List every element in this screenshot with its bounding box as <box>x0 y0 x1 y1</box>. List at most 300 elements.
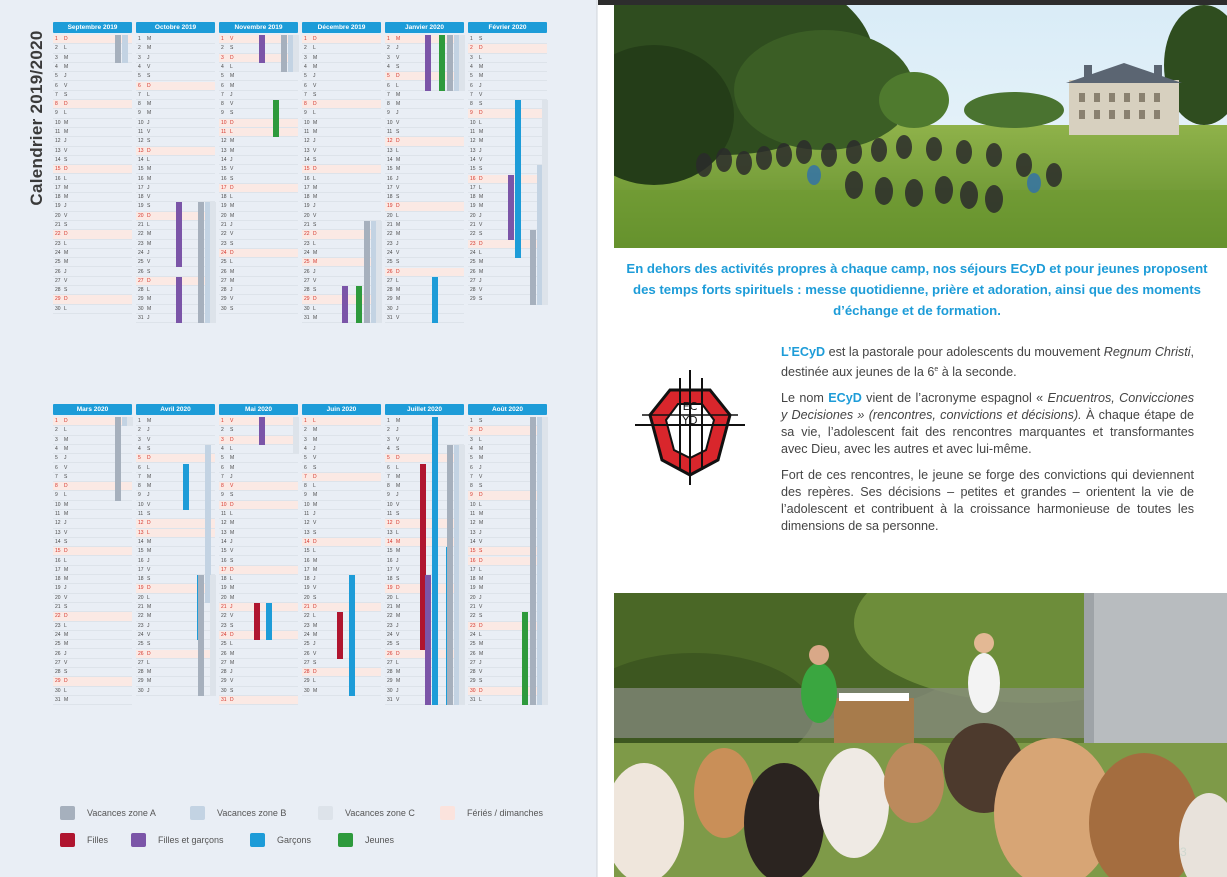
day-number: 21 <box>470 604 476 610</box>
day-number: 26 <box>221 650 227 657</box>
day-number: 26 <box>304 268 310 275</box>
day-number: 1 <box>387 36 390 42</box>
day-letter: M <box>64 436 69 443</box>
day-letter: L <box>396 147 399 154</box>
day-number: 5 <box>304 73 307 80</box>
day-number: 6 <box>387 82 390 89</box>
bar-zoneA <box>530 417 536 705</box>
day-letter: V <box>396 184 400 191</box>
day-number: 23 <box>387 622 393 629</box>
bar-filles <box>337 612 343 659</box>
day-number: 20 <box>304 594 310 601</box>
day-letter: S <box>396 129 400 135</box>
day-letter: J <box>230 538 233 545</box>
day-number: 27 <box>387 659 393 666</box>
day-number: 14 <box>304 156 310 163</box>
day-row <box>219 566 298 575</box>
day-number: 9 <box>387 110 390 117</box>
day-number: 4 <box>387 63 390 70</box>
day-letter: M <box>479 445 484 452</box>
day-row <box>302 557 381 566</box>
day-row <box>53 501 132 510</box>
day-letter: M <box>147 669 152 676</box>
day-row <box>53 221 132 230</box>
day-letter: M <box>147 110 152 117</box>
day-row <box>53 249 132 258</box>
day-letter: V <box>64 464 68 471</box>
day-letter: D <box>64 678 68 685</box>
day-letter: M <box>147 45 152 52</box>
day-number: 1 <box>470 418 473 424</box>
day-letter: V <box>479 287 483 294</box>
day-row <box>385 240 464 249</box>
day-number: 31 <box>221 697 227 703</box>
day-letter: M <box>396 36 401 42</box>
day-row <box>302 137 381 146</box>
day-letter: D <box>64 548 68 555</box>
day-letter: D <box>479 622 483 629</box>
day-letter: V <box>230 296 234 303</box>
day-number: 10 <box>304 119 310 126</box>
day-number: 28 <box>387 669 393 676</box>
day-letter: J <box>313 511 316 517</box>
day-row <box>53 687 132 696</box>
day-number: 26 <box>470 650 476 657</box>
day-letter: D <box>147 277 151 284</box>
day-number: 1 <box>138 36 141 42</box>
day-row <box>468 137 547 146</box>
day-row <box>219 249 298 258</box>
day-row <box>136 519 215 528</box>
day-number: 22 <box>304 231 310 238</box>
day-letter: M <box>313 427 318 434</box>
day-row <box>136 445 215 454</box>
day-number: 31 <box>470 697 476 703</box>
day-letter: J <box>147 557 150 564</box>
day-number: 4 <box>221 445 224 452</box>
day-number: 15 <box>304 548 310 555</box>
day-letter: M <box>396 222 401 228</box>
day-number: 26 <box>55 650 61 657</box>
month-mai-2020 <box>219 404 298 705</box>
day-number: 17 <box>138 184 144 191</box>
day-row <box>219 258 298 267</box>
day-number: 21 <box>55 604 61 610</box>
day-number: 29 <box>138 678 144 685</box>
day-letter: J <box>396 622 399 629</box>
day-letter: M <box>396 231 401 238</box>
paragraph-1 <box>781 344 1194 381</box>
day-number: 6 <box>470 464 473 471</box>
page-number: 3 <box>1180 845 1187 859</box>
day-number: 12 <box>221 520 227 527</box>
day-letter: S <box>147 268 151 275</box>
day-number: 19 <box>221 203 227 210</box>
day-number: 4 <box>470 63 473 70</box>
day-row <box>385 221 464 230</box>
day-letter: M <box>313 194 318 201</box>
day-row <box>385 426 464 435</box>
day-letter: S <box>230 427 234 434</box>
day-letter: V <box>147 129 151 135</box>
day-row <box>53 612 132 621</box>
day-letter: J <box>396 427 399 434</box>
day-number: 24 <box>304 249 310 256</box>
day-number: 14 <box>221 156 227 163</box>
day-number: 26 <box>221 268 227 275</box>
day-letter: L <box>64 622 67 629</box>
day-letter: M <box>147 418 152 424</box>
text: À chaque étape de sa vie, l’adolescent fait des rencontres marquantes et transformantes avec Dieu, avec les autres et avec lui-même. <box>781 408 1194 457</box>
legend-label-mixed: Filles et garçons <box>158 835 224 845</box>
day-row <box>468 72 547 81</box>
day-letter: V <box>396 315 400 321</box>
day-number: 18 <box>55 576 61 583</box>
day-letter: M <box>396 604 401 610</box>
day-row <box>219 659 298 668</box>
day-number: 5 <box>138 73 141 80</box>
day-number: 31 <box>387 315 393 321</box>
bar-zoneC <box>459 445 465 705</box>
day-letter: J <box>147 184 150 191</box>
day-letter: L <box>147 529 150 536</box>
day-number: 2 <box>470 427 473 434</box>
day-row <box>136 35 215 44</box>
day-letter: M <box>64 566 69 573</box>
day-letter: M <box>396 296 401 303</box>
day-letter: L <box>230 641 233 648</box>
day-row <box>219 147 298 156</box>
day-letter: L <box>230 259 233 266</box>
day-row <box>53 109 132 118</box>
day-letter: S <box>230 492 234 499</box>
bar-mixed <box>259 35 265 63</box>
day-number: 30 <box>304 305 310 312</box>
day-row <box>385 193 464 202</box>
day-number: 2 <box>221 45 224 52</box>
day-number: 16 <box>221 175 227 182</box>
day-row <box>302 109 381 118</box>
day-letter: D <box>64 101 68 108</box>
day-letter: J <box>64 73 67 80</box>
day-letter: S <box>64 222 68 228</box>
day-letter: V <box>147 259 151 266</box>
day-number: 19 <box>221 585 227 592</box>
day-row <box>219 193 298 202</box>
day-letter: D <box>230 566 234 573</box>
day-number: 26 <box>55 268 61 275</box>
day-letter: L <box>147 91 150 98</box>
day-number: 4 <box>304 445 307 452</box>
day-row <box>385 100 464 109</box>
day-letter: V <box>313 82 317 89</box>
day-number: 9 <box>55 110 58 117</box>
day-number: 21 <box>55 222 61 228</box>
day-letter: V <box>230 548 234 555</box>
day-number: 18 <box>221 576 227 583</box>
day-number: 31 <box>55 697 61 703</box>
day-letter: S <box>64 604 68 610</box>
day-row <box>219 277 298 286</box>
day-letter: S <box>396 641 400 648</box>
day-row <box>219 473 298 482</box>
day-row <box>302 464 381 473</box>
day-letter: S <box>479 418 483 424</box>
day-row <box>219 491 298 500</box>
day-letter: M <box>64 511 69 517</box>
day-letter: M <box>147 678 152 685</box>
day-row <box>219 72 298 81</box>
text-italic: Encuentros, Convicciones y Decisiones » (rencontres, convictions et décisions). <box>781 391 1195 423</box>
day-number: 3 <box>138 54 141 61</box>
day-letter: M <box>230 659 235 666</box>
day-number: 17 <box>304 566 310 573</box>
day-letter: M <box>396 418 401 424</box>
day-row <box>302 445 381 454</box>
day-letter: M <box>479 63 484 70</box>
bar-zoneA <box>115 35 121 63</box>
day-row <box>136 473 215 482</box>
day-number: 28 <box>221 287 227 294</box>
day-letter: D <box>147 650 151 657</box>
day-number: 15 <box>470 166 476 173</box>
day-row <box>385 249 464 258</box>
day-letter: L <box>64 45 67 52</box>
day-number: 14 <box>387 538 393 545</box>
day-number: 29 <box>387 296 393 303</box>
day-number: 30 <box>470 687 476 694</box>
day-letter: S <box>396 194 400 201</box>
paragraph-3: Fort de ces rencontres, le jeune se forge des convictions qui deviennent des repères. Ses décisions – petites et grandes – orientent la vie de l’adolescent et contribuent à la croissance harmonieuse de toutes les dimensions de sa personne. <box>781 468 1194 534</box>
day-number: 12 <box>470 520 476 527</box>
day-letter: M <box>479 268 484 275</box>
day-letter: S <box>313 156 317 163</box>
day-letter: V <box>313 650 317 657</box>
day-letter: J <box>64 520 67 527</box>
calendar-page <box>0 0 598 877</box>
day-letter: S <box>64 287 68 294</box>
day-row <box>302 538 381 547</box>
day-letter: M <box>396 166 401 173</box>
day-number: 15 <box>304 166 310 173</box>
day-row <box>385 212 464 221</box>
day-letter: S <box>230 557 234 564</box>
day-number: 19 <box>470 585 476 592</box>
day-number: 23 <box>470 622 476 629</box>
day-number: 31 <box>304 315 310 321</box>
day-row <box>219 119 298 128</box>
day-letter: J <box>64 203 67 210</box>
day-letter: D <box>230 501 234 508</box>
legend-label-feries: Fériés / dimanches <box>467 808 544 818</box>
day-letter: M <box>313 622 318 629</box>
day-letter: J <box>396 687 399 694</box>
day-letter: S <box>396 511 400 517</box>
day-letter: V <box>147 501 151 508</box>
day-row <box>136 119 215 128</box>
day-letter: D <box>313 36 317 42</box>
day-letter: L <box>479 697 482 703</box>
day-letter: M <box>147 548 152 555</box>
day-row <box>302 436 381 445</box>
day-number: 26 <box>387 268 393 275</box>
day-row <box>302 156 381 165</box>
day-row <box>53 230 132 239</box>
day-number: 22 <box>138 613 144 620</box>
day-row <box>385 119 464 128</box>
day-letter: L <box>313 110 316 117</box>
day-row <box>136 547 215 556</box>
day-letter: V <box>313 212 317 219</box>
day-letter: S <box>479 36 483 42</box>
day-letter: J <box>313 641 316 648</box>
day-number: 5 <box>304 455 307 462</box>
day-letter: D <box>230 54 234 61</box>
day-row <box>385 202 464 211</box>
day-letter: L <box>147 287 150 294</box>
day-row <box>136 464 215 473</box>
day-number: 27 <box>304 659 310 666</box>
day-letter: S <box>230 175 234 182</box>
day-number: 24 <box>138 631 144 638</box>
day-letter: L <box>313 678 316 685</box>
day-row <box>385 147 464 156</box>
day-letter: V <box>64 277 68 284</box>
day-letter: V <box>479 156 483 163</box>
day-row <box>53 529 132 538</box>
day-number: 2 <box>138 45 141 52</box>
day-letter: L <box>396 594 399 601</box>
legend-label-zoneC: Vacances zone C <box>345 808 415 818</box>
day-number: 21 <box>304 604 310 610</box>
day-letter: J <box>396 175 399 182</box>
bar-garcons <box>432 277 438 324</box>
day-row <box>385 156 464 165</box>
ecyd-strong: ECyD <box>828 391 862 406</box>
month-header: Septembre 2019 <box>53 22 132 33</box>
day-letter: L <box>64 305 67 312</box>
day-letter: L <box>64 492 67 499</box>
day-letter: D <box>230 184 234 191</box>
day-row <box>136 193 215 202</box>
day-number: 11 <box>138 129 144 135</box>
month-header: Août 2020 <box>468 404 547 415</box>
day-row <box>53 650 132 659</box>
day-row <box>136 137 215 146</box>
day-number: 13 <box>470 147 476 154</box>
day-row <box>53 212 132 221</box>
day-letter: D <box>396 585 400 592</box>
day-number: 21 <box>470 222 476 228</box>
day-letter: V <box>313 520 317 527</box>
day-letter: M <box>64 119 69 126</box>
day-row <box>136 109 215 118</box>
day-number: 13 <box>221 529 227 536</box>
day-letter: V <box>396 54 400 61</box>
day-letter: D <box>147 455 151 462</box>
day-letter: J <box>396 110 399 117</box>
day-row <box>219 91 298 100</box>
day-row <box>219 557 298 566</box>
day-letter: J <box>313 73 316 80</box>
day-letter: V <box>479 222 483 228</box>
day-number: 19 <box>55 585 61 592</box>
day-row <box>219 82 298 91</box>
day-letter: S <box>479 483 483 490</box>
day-letter: L <box>147 659 150 666</box>
day-letter: L <box>479 249 482 256</box>
day-number: 2 <box>304 427 307 434</box>
day-number: 13 <box>304 147 310 154</box>
day-number: 12 <box>55 138 61 145</box>
day-letter: J <box>147 622 150 629</box>
month-header: Juillet 2020 <box>385 404 464 415</box>
day-letter: M <box>230 268 235 275</box>
day-letter: V <box>313 277 317 284</box>
day-letter: M <box>64 184 69 191</box>
day-row <box>302 687 381 696</box>
day-row <box>136 491 215 500</box>
day-number: 11 <box>470 129 476 135</box>
day-letter: V <box>147 566 151 573</box>
day-letter: V <box>479 91 483 98</box>
day-letter: M <box>230 455 235 462</box>
day-row <box>136 529 215 538</box>
day-number: 1 <box>304 36 307 42</box>
day-row <box>302 529 381 538</box>
day-letter: M <box>479 203 484 210</box>
day-number: 17 <box>470 566 476 573</box>
bar-zoneA <box>198 202 204 323</box>
legend-swatch-feries <box>440 806 455 820</box>
day-letter: V <box>396 631 400 638</box>
day-row <box>302 128 381 137</box>
day-number: 28 <box>304 669 310 676</box>
day-number: 7 <box>221 91 224 98</box>
day-letter: M <box>147 473 152 480</box>
day-letter: M <box>479 576 484 583</box>
day-row <box>136 482 215 491</box>
day-row <box>53 100 132 109</box>
day-letter: L <box>313 548 316 555</box>
day-letter: D <box>479 45 483 52</box>
day-letter: D <box>313 296 317 303</box>
day-row <box>468 100 547 109</box>
day-row <box>219 221 298 230</box>
day-number: 12 <box>221 138 227 145</box>
day-letter: L <box>479 184 482 191</box>
day-letter: S <box>396 576 400 583</box>
day-letter: L <box>64 557 67 564</box>
day-letter: S <box>147 576 151 583</box>
photo-caption: En dehors des activités propres à chaque camp, nos séjours ECyD et pour jeunes proposent des temps forts spirituels : messe quotidienne, prière et adoration, ainsi que des moments d’échange et de formation. <box>626 261 1208 318</box>
day-row <box>53 72 132 81</box>
day-letter: V <box>64 529 68 536</box>
day-number: 8 <box>138 101 141 108</box>
day-row <box>136 165 215 174</box>
day-letter: V <box>313 147 317 154</box>
day-number: 14 <box>221 538 227 545</box>
day-number: 24 <box>221 631 227 638</box>
day-number: 21 <box>304 222 310 228</box>
day-letter: M <box>313 249 318 256</box>
day-row <box>302 603 381 612</box>
day-row <box>53 128 132 137</box>
day-letter: L <box>230 129 233 135</box>
day-letter: L <box>479 501 482 508</box>
day-number: 5 <box>55 455 58 462</box>
day-number: 17 <box>304 184 310 191</box>
